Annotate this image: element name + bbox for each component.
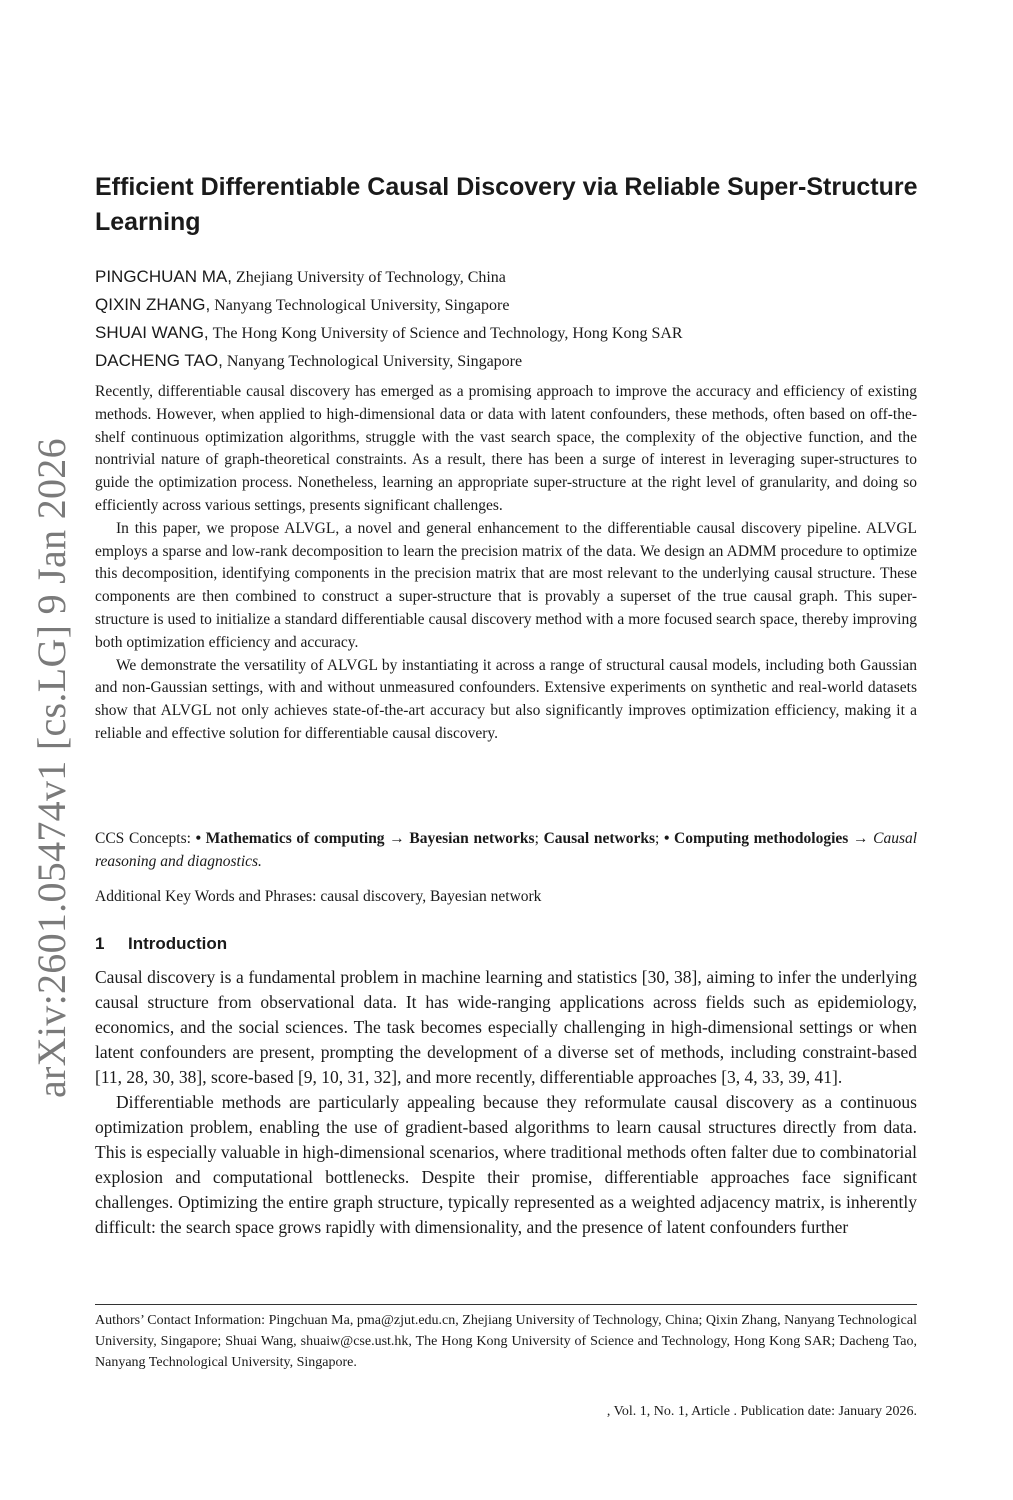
ccs-concept: Causal reasoning and diagnostics.: [95, 830, 918, 870]
author-name: SHUAI WANG,: [95, 323, 209, 342]
author-entry: [95, 347, 925, 375]
author-entry: [95, 263, 925, 291]
ccs-concept: • Computing methodologies: [663, 830, 849, 847]
ccs-label: CCS Concepts:: [95, 830, 191, 847]
abstract-paragraph: We demonstrate the versatility of ALVGL by instantiating it across a range of structural causal models, including both Gaussian and non-Gaussian settings, with and without unmeasured confounders. Extensive experiments on synthetic and real-world datasets show that ALVGL not only achieves state-of-the-art accuracy but also significantly improves optimization efficiency, making it a reliable and effective solution for differentiable causal discovery.: [95, 656, 917, 742]
author-entry: [95, 291, 925, 319]
author-list: [95, 263, 925, 375]
section-heading: [95, 934, 227, 954]
section-title: Introduction: [128, 934, 228, 953]
ccs-separator: ;: [655, 830, 660, 847]
author-contact-footnote: Authors’ Contact Information: Pingchuan Ma, pma@zjut.edu.cn, Zhejiang University of Technology, China; Qixin Zhang, Nanyang Technological University, Singapore; Shuai Wang, shuaiw@cse.ust.hk, The Hong Kong University of Science and Technology, Hong Kong SAR; Dacheng Tao, Nanyang Technological University, Singapore.: [95, 1313, 917, 1370]
abstract-paragraph: Recently, differentiable causal discovery has emerged as a promising approach to improve the accuracy and efficiency of existing methods. However, when applied to high-dimensional data or data with latent confounders, these methods, often based on off-the-shelf continuous optimization algorithms, struggle with the vast search space, the complexity of the objective function, and the nontrivial nature of graph-theoretical constraints. As a result, there has been a surge of interest in leveraging super-structures to guide the optimization process. Nonetheless, learning an appropriate super-structure at the right level of granularity, and doing so efficiently across various settings, presents significant challenges.: [95, 383, 917, 514]
author-affiliation: Zhejiang University of Technology, China: [235, 269, 506, 286]
ccs-concept: • Mathematics of computing: [195, 830, 385, 847]
author-name: QIXIN ZHANG,: [95, 295, 211, 314]
ccs-concept: Bayesian networks: [409, 830, 535, 847]
body-paragraph: Differentiable methods are particularly appealing because they reformulate causal discovery as a continuous optimization problem, enabling the use of gradient-based algorithms to learn causal structures directly from data. This is especially valuable in high-dimensional scenarios, where traditional methods often falter due to combinatorial explosion and computational bottlenecks. Despite their promise, differentiable approaches face significant challenges. Optimizing the entire graph structure, typically represented as a weighted adjacency matrix, is inherently difficult: the search space grows rapidly with dimensionality, and the presence of latent confounders further: [95, 1092, 917, 1237]
ccs-arrow: →: [853, 830, 869, 847]
ccs-concepts: [95, 828, 917, 874]
author-affiliation: The Hong Kong University of Science and Technology, Hong Kong SAR: [212, 325, 683, 342]
ccs-separator: ;: [534, 830, 539, 847]
paper-title: Efficient Differentiable Causal Discovery via Reliable Super-Structure Learning: [95, 173, 918, 236]
author-name: PINGCHUAN MA,: [95, 267, 232, 286]
arxiv-identifier: arXiv:2601.05474v1 [cs.LG] 9 Jan 2026: [29, 438, 74, 1098]
page-footer: , Vol. 1, No. 1, Article . Publication date: January 2026.: [606, 1404, 917, 1419]
ccs-concept: Causal networks: [543, 830, 655, 847]
keywords-value: causal discovery, Bayesian network: [320, 888, 542, 905]
author-affiliation: Nanyang Technological University, Singapore: [226, 353, 523, 370]
abstract: [95, 381, 917, 746]
author-entry: [95, 319, 925, 347]
body-paragraph: Causal discovery is a fundamental problem in machine learning and statistics [30, 38], aiming to infer the underlying causal structure from observational data. It has wide-ranging applications across fields such as epidemiology, economics, and the social sciences. The task becomes especially challenging in high-dimensional settings or when latent confounders are present, prompting the development of a diverse set of methods, including constraint-based [11, 28, 30, 38], score-based [9, 10, 31, 32], and more recently, differentiable approaches [3, 4, 33, 39, 41].: [95, 967, 917, 1087]
abstract-paragraph: In this paper, we propose ALVGL, a novel and general enhancement to the differentiable causal discovery pipeline. ALVGL employs a sparse and low-rank decomposition to learn the precision matrix of the data. We design an ADMM procedure to optimize this decomposition, identifying components in the precision matrix that are most relevant to the underlying causal structure. These components are then combined to construct a super-structure that is provably a superset of the true causal graph. This super-structure is used to initialize a standard differentiable causal discovery method with a more focused search space, thereby improving both optimization efficiency and accuracy.: [95, 519, 917, 651]
author-affiliation: Nanyang Technological University, Singapore: [214, 297, 510, 314]
footnote-divider: [95, 1304, 917, 1305]
author-name: DACHENG TAO,: [95, 351, 223, 370]
keywords-label: Additional Key Words and Phrases:: [95, 888, 317, 905]
introduction-body: [95, 965, 917, 1240]
ccs-arrow: →: [389, 830, 405, 847]
section-number: 1: [95, 934, 105, 953]
keywords: [95, 886, 917, 908]
